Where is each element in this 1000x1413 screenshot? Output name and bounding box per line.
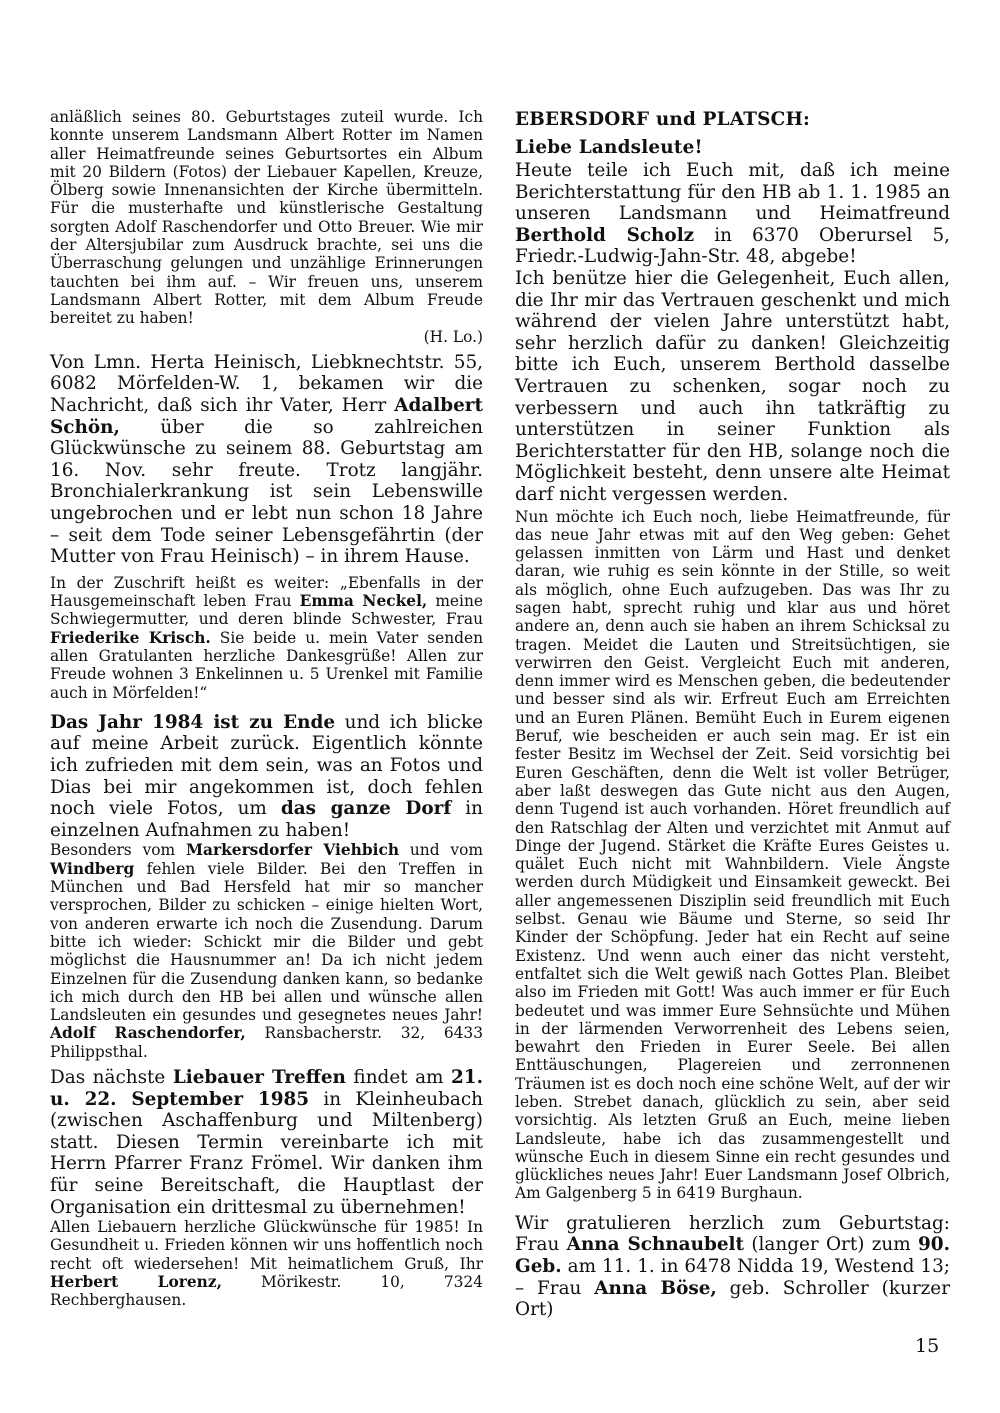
phrase-ganze-dorf: das ganze Dorf: [280, 798, 452, 820]
paragraph-desiderata: Nun möchte ich Euch noch, liebe Heimatfreunde, für das neue Jahr etwas mit auf den Weg geben: Gehet gelassen inmitten von Lärm und Hast und denket daran, wie ruhig es sein könnte in der Stille, so weit als möglich, ohne Euch aufzugeben. Das was Ihr zu sagen habt, sprecht ruhig und klar aus und höret andere an, denn auch sie haben an ihrem Schicksal zu tragen. Meidet die Lauten und Streitsüchtigen, sie verwirren den Geist. Vergleicht Euch mit anderen, denn immer wird es Menschen geben, die bedeutender und besser sind als wir. Erfreut Euch am Erreichten und an Euren Plänen. Bemüht Euch in Eurem eigenen Beruf, wie bescheiden er auch sein mag. Er ist ein fester Besitz im Wechsel der Zeit. Seid vorsichtig bei Euren Geschäften, denn die Welt ist voller Betrüger, aber laßt deswegen das Gute nicht aus den Augen, denn Tugend ist auch vorhanden. Höret freundlich auf den Ratschlag der Alten und verzichtet mit Anmut auf Dinge der Jugend. Stärket die Kräfte Eures Geistes u. quälet Euch nicht mit Wahnbildern. Viele Ängste werden durch Müdigkeit und Einsamkeit geweckt. Bei aller angemessenen Disziplin seid freundlich mit Euch selbst. Genau wie Bäume und Sterne, so seid Ihr Kinder der Schöpfung. Jeder hat ein Recht auf seine Existenz. Und wenn auch einer das nicht versteht, entfaltet sich die Welt gewiß nach Gottes Plan. Bleibet also im Frieden mit Gott! Was auch immer er für Euch bedeutet und was immer Eure Sehnsüchte und Mühen in der lärmenden Verworrenheit des Lebens seien, bewahrt den Frieden in Eurer Seele. Bei allen Enttäuschungen, Plagereien und zerronnenen Träumen ist es doch noch eine schöne Welt, auf der wir leben. Strebet danach, glücklich zu sein, aber seid vorsichtig. Als letzten Gruß an Euch, meine lieben Landsleute, habe ich das zusammengestellt und wünsche Euch in diesem Sinne ein recht gesundes und glückliches neues Jahr! Euer Landsmann Josef Olbrich, Am Galgenberg 5 in 6419 Burghaun.: [515, 507, 950, 1203]
name-adolf-raschendorfer: Adolf Raschendorfer,: [50, 1024, 246, 1043]
place-windberg: Windberg: [50, 859, 135, 878]
heading-jahr-1984: Das Jahr 1984 ist zu Ende: [50, 711, 336, 733]
name-anna-schnaubelt: Anna Schnaubelt: [566, 1234, 745, 1256]
paragraph-rotter-album: anläßlich seines 80. Geburtstages zuteil wurde. Ich konnte unserem Landsmann Albert Rotter im Namen aller Heimatfreunde seines Geburtsortes ein Album mit 20 Bildern (Fotos) der Liebauer Kapellen, Kreuze, Ölberg sowie Innenansichten der Kirche übermitteln. Für die musterhafte und künstlerische Gestaltung sorgten Adolf Raschendorfer und Otto Breuer. Wie mir der Altersjubilar zum Ausdruck brachte, sei uns die Überraschung gelungen und unzählige Erinnerungen tauchten bei ihm auf. – Wir freuen uns, unserem Landsmann Albert Rotter, mit dem Album Freude bereitet zu haben!: [50, 108, 483, 328]
paragraph-treffen-1985: Das nächste Liebauer Treffen findet am 21. u. 22. September 1985 in Kleinheubach (zwischen Aschaffenburg und Miltenberg) statt. Diesen Termin vereinbarte ich mit Herrn Pfarrer Franz Frömel. Wir danken ihm für seine Bereitschaft, die Hauptlast der Organisation ein drittesmal zu übernehmen!: [50, 1067, 484, 1218]
name-emma-neckel: Emma Neckel,: [299, 592, 428, 611]
author-signature: (H. Lo.): [423, 327, 483, 346]
paragraph-new-year-greeting: Allen Liebauern herzliche Glückwünsche für 1985! In Gesundheit u. Frieden können wir uns hoffentlich noch recht oft wiedersehen! Mit heimatlichem Gruß, Ihr Herbert Lorenz, Mörikestr. 10, 7324 Rechberghausen.: [50, 1218, 483, 1310]
paragraph-thanks: Ich benütze hier die Gelegenheit, Euch allen, die Ihr mir das Vertrauen geschenkt und mich während der vielen Jahre unterstützt habt, sehr herzlich dafür zu danken! Gleichzeitig bitte ich Euch, unserem Berthold dasselbe Vertrauen zu schenken, sogar noch zu verbessern und auch ihn tatkräftig zu unterstützen in seiner Funktion als Berichterstatter für den HB, solange noch die Möglichkeit besteht, denn unsere alte Heimat darf nicht vergessen werden.: [515, 267, 950, 505]
name-adalbert-schoen: Adalbert Schön,: [50, 395, 483, 438]
right-column: [515, 108, 950, 1321]
paragraph-handover: Heute teile ich Euch mit, daß ich meine Berichterstattung für den HB ab 1. 1. 1985 an unseren Landsmann und Heimatfreund Berthold Scholz in 6370 Oberursel 5, Friedr.-Ludwig-Jahn-Str. 48, abgebe!: [515, 160, 950, 268]
place-markersdorfer-viehbich: Markersdorfer Viehbich: [186, 841, 400, 860]
name-anna-boese: Anna Böse,: [594, 1277, 717, 1299]
paragraph-letter-quote: In der Zuschrift heißt es weiter: „Ebenfalls in der Hausgemeinschaft leben Frau Emma Neckel, meine Schwiegermutter, und deren blinde Schwester, Frau Friederike Krisch. Sie beide u. mein Vater senden allen Gratulanten herzliche Dankesgrüße! Allen zur Freude wohnen 3 Enkelinnen u. 5 Urenkel mit Familie auch in Mörfelden!“: [50, 573, 483, 702]
paragraph-birthday-greetings: Wir gratulieren herzlich zum Geburtstag: Frau Anna Schnaubelt (langer Ort) zum 90. Geb. am 11. 1. in 6478 Nidda 19, Westend 13; – Frau Anna Böse, geb. Schroller (kurzer Ort): [515, 1212, 950, 1321]
phrase-liebauer-treffen: Liebauer Treffen: [172, 1067, 346, 1088]
paragraph-year-1984: Das Jahr 1984 ist zu Ende und ich blicke auf meine Arbeit zurück. Eigentlich könnte ich zufrieden mit dem sein, was an Fotos und Dias bei mir angekommen ist, doch fehlen noch viele Fotos, um das ganze Dorf in einzelnen Aufnahmen zu haben!: [50, 711, 483, 841]
age-90: 90. Geb.: [515, 1234, 950, 1277]
paragraph-photo-request: Besonders vom Markersdorfer Viehbich und vom Windberg fehlen viele Bilder. Bei den Treffen in München und Bad Hersfeld hat mir so mancher versprochen, Bilder zu schicken – einige hielten Wort, von anderen erwarte ich noch die Zusendung. Darum bitte ich wieder: Schickt mir die Bilder und gebt möglichst die Hausnummer an! Da ich nicht jedem Einzelnen für die Zusendung danken kann, so bedanke ich mich durch den HB bei allen und wünsche allen Landsleuten ein gesundes und gesegnetes neues Jahr! Adolf Raschendorfer, Ransbacherstr. 32, 6433 Philippsthal.: [50, 841, 483, 1061]
section-heading-ebersdorf: EBERSDORF und PLATSCH:: [515, 109, 811, 130]
name-berthold-scholz: Berthold Scholz: [515, 224, 695, 246]
left-column: [50, 108, 483, 1310]
salutation: Liebe Landsleute!: [515, 137, 703, 158]
date-treffen: 21. u. 22. September 1985: [50, 1067, 483, 1110]
name-friederike-krisch: Friederike Krisch.: [50, 628, 211, 647]
name-herbert-lorenz: Herbert Lorenz,: [50, 1273, 222, 1292]
paragraph-schoen-birthday: Von Lmn. Herta Heinisch, Liebknechtstr. 55, 6082 Mörfelden-W. 1, bekamen wir die Nachricht, daß sich ihr Vater, Herr Adalbert Schön, über die so zahlreichen Glückwünsche zu seinem 88. Geburtstag am 16. Nov. sehr freute. Trotz langjähr. Bronchialerkrankung ist sein Lebenswille ungebrochen und er lebt nun schon 18 Jahre – seit dem Tode seiner Lebensgefährtin (der Mutter von Frau Heinisch) – in ihrem Hause.: [50, 351, 483, 568]
page-number: 15: [915, 1335, 940, 1357]
